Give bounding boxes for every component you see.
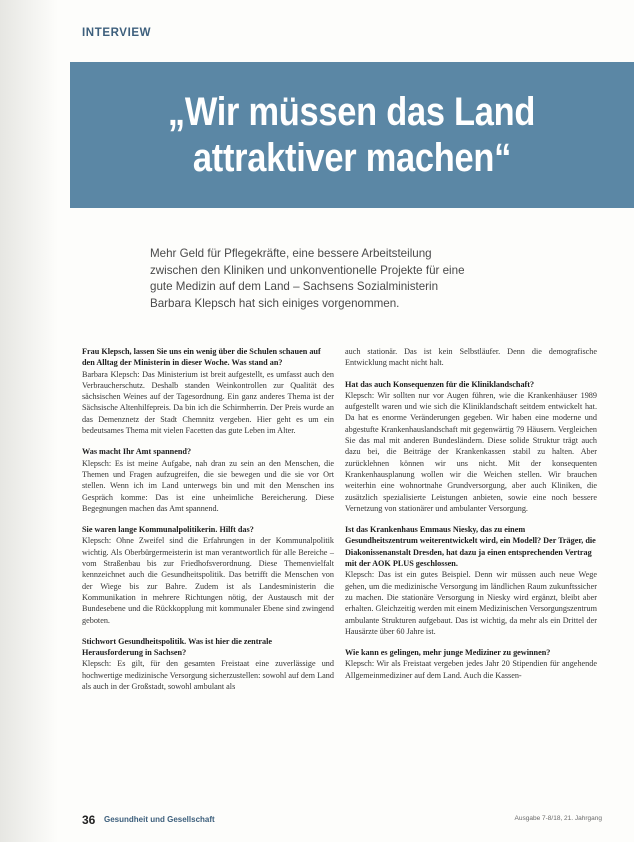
question: Frau Klepsch, lassen Sie uns ein wenig über die Schulen schauen auf den Alltag der Ministerin in dieser Woche. Was stand an?	[82, 347, 321, 368]
question: Hat das auch Konsequenzen für die Kliniklandschaft?	[345, 379, 535, 389]
question: Ist das Krankenhaus Emmaus Niesky, das zu einem Gesundheitszentrum weiterentwickelt wird, ein Modell? Der Träger, die Diakonissenanstalt Dresden, hat dazu ja einen entsprechenden Vertrag mit der AOK PLUS geschlossen.	[345, 525, 596, 569]
page-footer	[82, 815, 602, 829]
question: Was macht Ihr Amt spannend?	[82, 447, 192, 457]
answer-continuation: auch stationär. Das ist kein Selbstläufer. Denn die demografische Entwicklung macht nicht halt.	[345, 347, 597, 368]
article-column-left	[82, 346, 334, 746]
headline-line-1: „Wir müssen das Land	[168, 90, 536, 134]
footer-issue: Ausgabe 7-8/18, 21. Jahrgang	[514, 815, 602, 822]
footer-rubric: Gesundheit und Gesellschaft	[104, 815, 215, 824]
answer: Klepsch: Wir als Freistaat vergeben jedes Jahr 20 Stipendien für angehende Allgemeinmediziner auf dem Land. Auch die Kassen-	[345, 659, 597, 680]
page-number: 36	[82, 813, 96, 827]
question: Wie kann es gelingen, mehr junge Mediziner zu gewinnen?	[345, 648, 551, 658]
answer: Klepsch: Das ist ein gutes Beispiel. Denn wir müssen auch neue Wege gehen, um die medizinische Versorgung im ländlichen Raum zukunftssicher zu machen. Die stationäre Versorgung in Niesky wird ergänzt, bleibt aber erhalten. Gleichzeitig werden mit einem Medizinischen Versorgungszentrum ambulante Strukturen aufgebaut. Das ist wichtig, da mehr als ein Drittel der Hausärzte über 60 Jahre ist.	[345, 570, 597, 636]
question: Stichwort Gesundheitspolitik. Was ist hier die zentrale Herausforderung in Sachsen?	[82, 636, 273, 658]
headline-banner	[70, 62, 634, 208]
answer: Klepsch: Es ist meine Aufgabe, nah dran zu sein an den Menschen, die Themen und Fragen aufzugreifen, die sie bewegen und die sie vor Ort stellen. Wenn ich im Land unterwegs bin und mit den Menschen ins Gespräch komme: Das ist eine unheimliche Bereicherung. Diese Begegnungen machen das Amt spannend.	[82, 458, 334, 513]
answer: Barbara Klepsch: Das Ministerium ist breit aufgestellt, es umfasst auch den Verbraucherschutz. Deshalb standen Weinkontrollen zur Qualität des sächsischen Weines auf der Tagesordnung. Ein ganz anderes Thema ist der Sächsische Altenhilfepreis. Da bin ich die Schirmherrin. Der Preis wurde an das Demenznetz der Stadt Chemnitz vergeben. Hier geht es um ein bedeutsames Thema mit vielen Facetten das gute Leben im Alter.	[82, 369, 334, 436]
section-label: INTERVIEW	[82, 27, 152, 39]
binding-shadow	[0, 0, 58, 842]
headline-line-2: attraktiver machen“	[192, 136, 512, 180]
answer: Klepsch: Ohne Zweifel sind die Erfahrungen in der Kommunalpolitik wichtig. Als Oberbürgermeisterin ist man verantwortlich für alle Bereiche – vom Straßenbau bis zur Friedhofsverordnung. Diese Themenvielfalt kennzeichnet auch die Gesundheitspolitik. Das betrifft die Menschen von der Wiege bis zur Bahre. Zudem ist als Landesministerin die Kommunikation in mehrere Richtungen nötig, der Austausch mit der Bundesebene und die Rückkopplung mit kommunaler Ebene sind zwingend geboten.	[82, 536, 334, 625]
answer: Klepsch: Wir sollten nur vor Augen führen, wie die Krankenhäuser 1989 aufgestellt waren und wie sich die Kliniklandschaft seitdem entwickelt hat. Da hat es enorme Veränderungen gegeben. Wir haben eine moderne und abgestufte Krankenhauslandschaft mit gegenwärtig 79 Häusern. Vergleichen Sie das mal mit anderen Bundesländern. Diese solide Struktur trägt auch dazu bei, die Beiträge der Krankenkassen stabil zu halten. Aber zurücklehnen können wir uns nicht. Mit der konsequenten Krankenhausplanung wollen wir die Weichen stellen. Wir brauchen weiterhin eine wohnortnahe Grundversorgung, aber auch Kliniken, die zusätzlich spezialisierte Leistungen anbieten, sowie eine noch bessere Vernetzung von stationärer und ambulanter Versorgung.	[345, 390, 597, 513]
answer: Klepsch: Es gilt, für den gesamten Freistaat eine zuverlässige und hochwertige medizinische Versorgung sicherzustellen: sowohl auf dem Land als auch in der Großstadt, sowohl ambulant als	[82, 659, 334, 692]
lead-paragraph: Mehr Geld für Pflegekräfte, eine bessere Arbeitsteilung zwischen den Kliniken und unkonventionelle Projekte für eine gute Medizin auf dem Land – Sachsens Sozialministerin Barbara Klepsch hat sich einiges vorgenommen.	[150, 247, 465, 310]
question: Sie waren lange Kommunalpolitikerin. Hilft das?	[82, 525, 254, 535]
article-column-right	[345, 346, 597, 816]
